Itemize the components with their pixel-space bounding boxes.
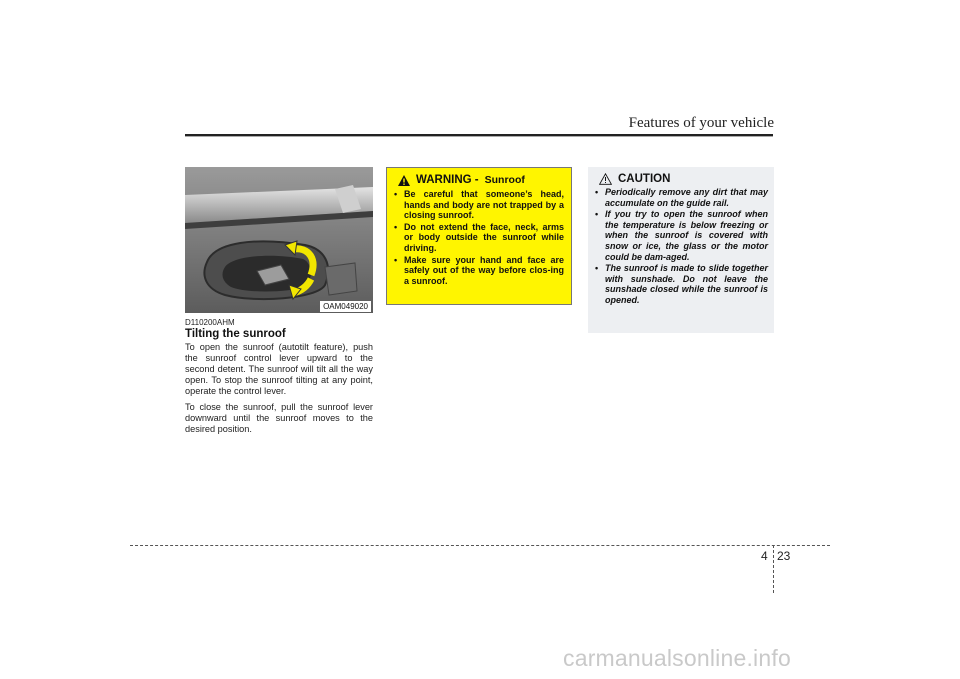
caution-label: CAUTION	[618, 173, 671, 185]
warning-item: • Make sure your hand and face are safely out of the way before clos-ing a sunroof.	[394, 255, 564, 287]
header-rule-shade	[185, 136, 773, 137]
footer-rule	[130, 545, 830, 546]
caution-item: • The sunroof is made to slide together with sunshade. Do not leave the sunshade closed while the sunroof is opened.	[595, 263, 768, 305]
body-paragraph: To open the sunroof (autotilt feature), push the sunroof control lever upward to the second detent. The sunroof will tilt all the way open. To stop the sunroof tilting at any point, operate the control lever.	[185, 342, 373, 396]
caution-item: • If you try to open the sunroof when the temperature is below freezing or when the sunroof is covered with snow or ice, the glass or the motor could be dam-aged.	[595, 209, 768, 262]
warning-title	[398, 174, 564, 186]
warning-label: WARNING -	[416, 174, 479, 186]
caution-triangle-icon	[599, 173, 612, 185]
warning-item: • Do not extend the face, neck, arms or body outside the sunroof while driving.	[394, 222, 564, 254]
caution-box	[588, 167, 774, 333]
watermark: carmanualsonline.info	[563, 645, 791, 671]
warning-triangle-icon	[398, 175, 410, 186]
body-paragraph: To close the sunroof, pull the sunroof lever downward until the sunroof moves to the desired position.	[185, 402, 373, 434]
sunroof-lever-illustration	[185, 167, 373, 313]
warning-list	[394, 189, 564, 286]
caution-list	[595, 187, 768, 306]
footer-divider	[773, 545, 774, 593]
warning-box	[386, 167, 572, 305]
warning-subject: Sunroof	[484, 174, 525, 186]
section-code: D110200AHM	[185, 318, 235, 327]
section-heading: Tilting the sunroof	[185, 328, 286, 340]
sunroof-lever-figure	[185, 167, 373, 313]
caution-item: • Periodically remove any dirt that may accumulate on the guide rail.	[595, 187, 768, 208]
chapter-number: 4	[761, 549, 768, 563]
warning-item: • Be careful that someone’s head, hands and body are not trapped by a closing sunroof.	[394, 189, 564, 221]
page-number: 23	[777, 549, 791, 563]
figure-code: OAM049020	[320, 301, 371, 312]
page-header-title: Features of your vehicle	[628, 115, 774, 131]
caution-title	[599, 173, 768, 185]
